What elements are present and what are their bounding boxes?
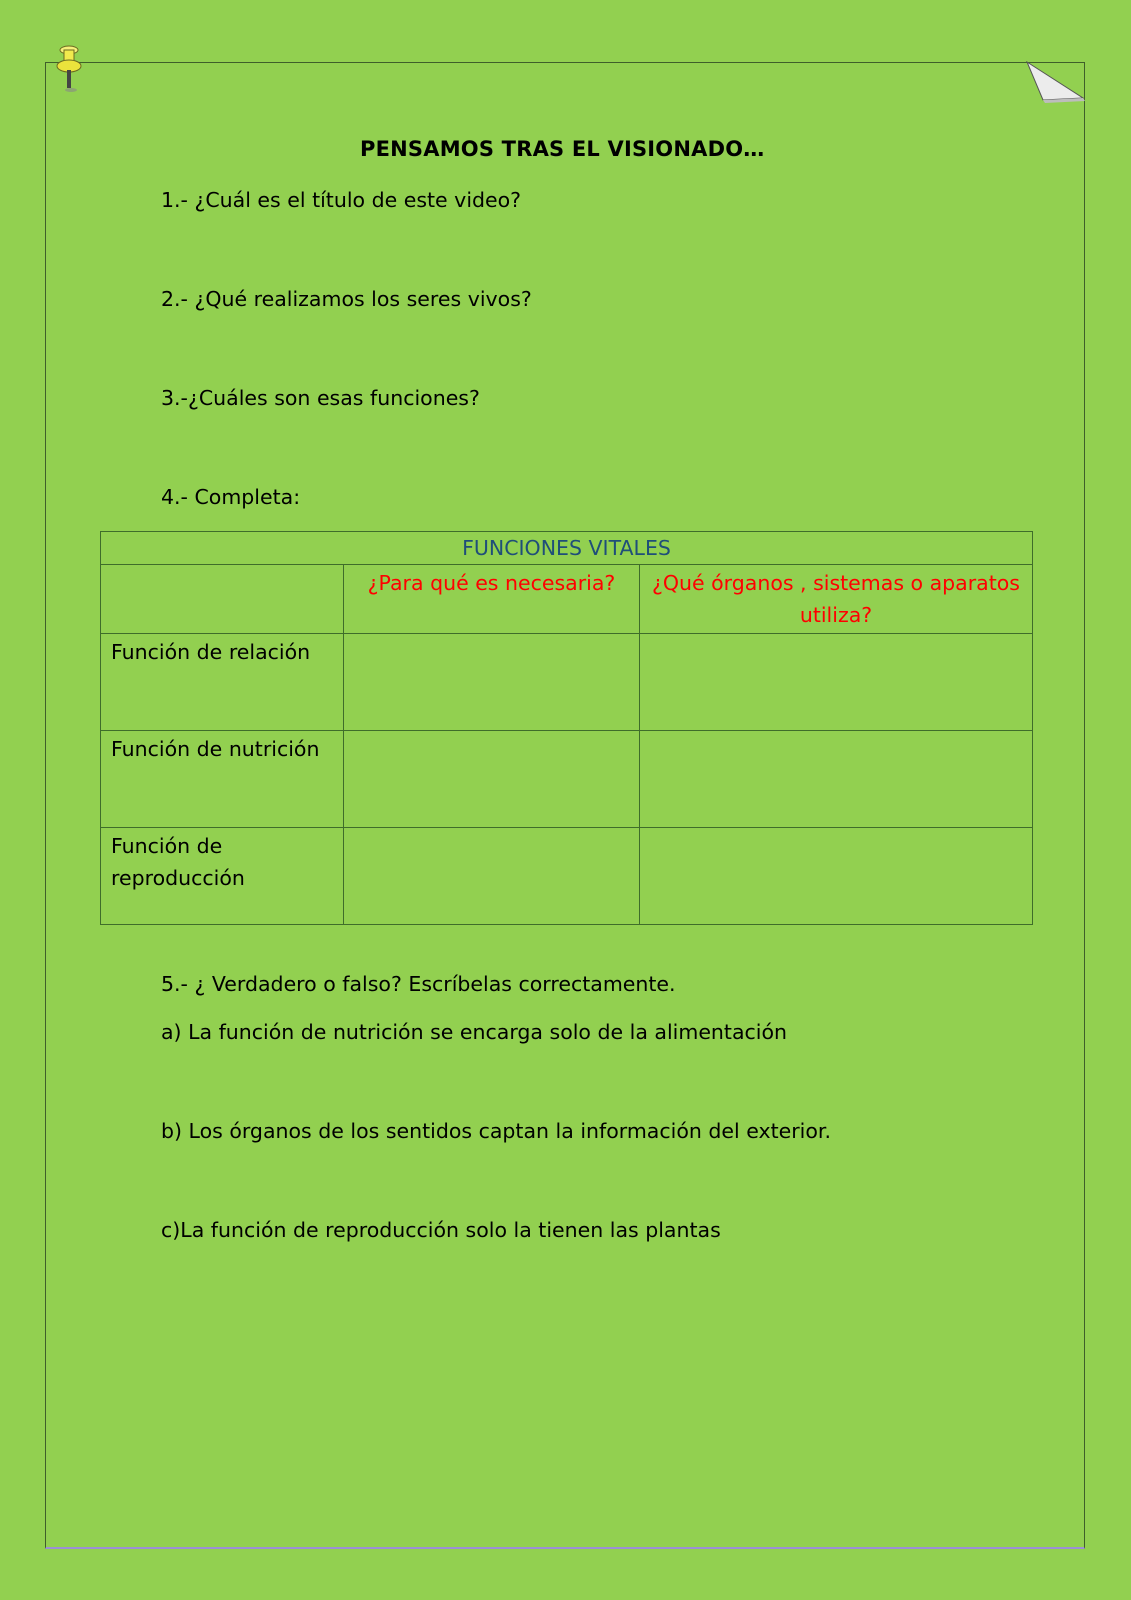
answer-cell[interactable]: [640, 731, 1033, 828]
row-label-reproduccion: Función de reproducción: [101, 828, 344, 925]
statement-a: a) La función de nutrición se encarga solo de la alimentación: [161, 1020, 788, 1044]
table-row: [101, 634, 1033, 731]
answer-cell[interactable]: [344, 731, 640, 828]
table-row: [101, 828, 1033, 925]
answer-cell[interactable]: [640, 828, 1033, 925]
answer-cell[interactable]: [344, 828, 640, 925]
question-1: 1.- ¿Cuál es el título de este video?: [161, 188, 522, 212]
column-header-organs: ¿Qué órganos , sistemas o aparatos utiliza?: [640, 565, 1033, 634]
table-row: [101, 731, 1033, 828]
statement-c: c)La función de reproducción solo la tienen las plantas: [161, 1218, 721, 1242]
question-2: 2.- ¿Qué realizamos los seres vivos?: [161, 287, 532, 311]
row-label-nutricion: Función de nutrición: [101, 731, 344, 828]
table-title: FUNCIONES VITALES: [101, 532, 1033, 565]
pushpin-icon: [54, 44, 84, 96]
question-4: 4.- Completa:: [161, 485, 301, 509]
statement-b: b) Los órganos de los sentidos captan la información del exterior.: [161, 1119, 831, 1143]
row-label-relacion: Función de relación: [101, 634, 344, 731]
question-3: 3.-¿Cuáles son esas funciones?: [161, 386, 480, 410]
answer-cell[interactable]: [640, 634, 1033, 731]
page-curl-icon: [1025, 61, 1087, 103]
table-corner-cell: [101, 565, 344, 634]
page-title: PENSAMOS TRAS EL VISIONADO…: [360, 137, 765, 161]
functions-table: [100, 531, 1033, 925]
answer-cell[interactable]: [344, 634, 640, 731]
question-5: 5.- ¿ Verdadero o falso? Escríbelas correctamente.: [161, 972, 676, 996]
column-header-purpose: ¿Para qué es necesaria?: [344, 565, 640, 634]
